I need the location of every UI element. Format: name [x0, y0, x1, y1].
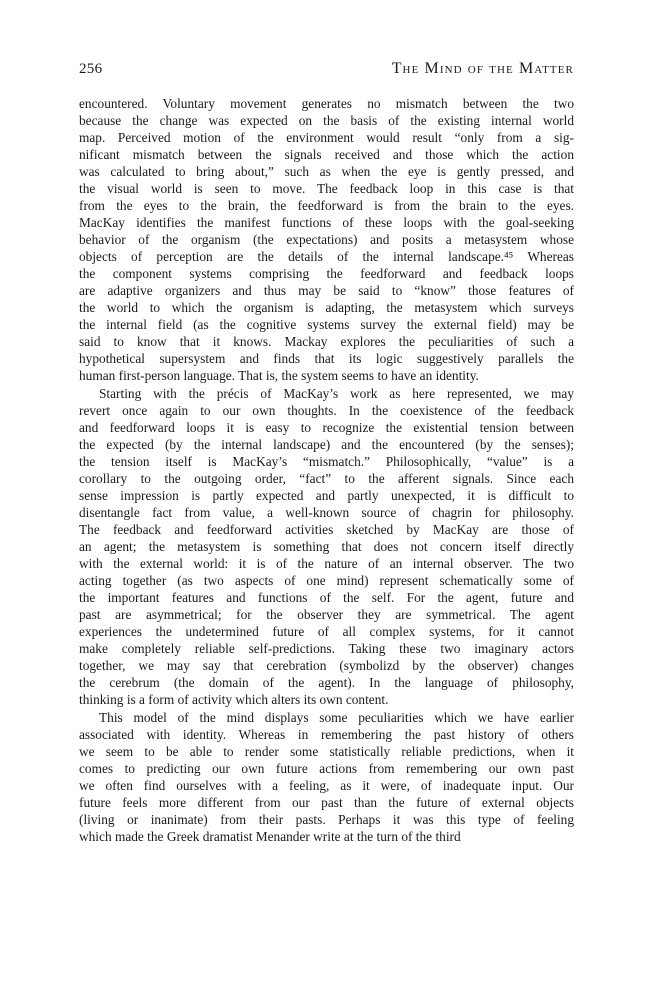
text-line: objects of perception are the details of the internal landscape.⁴⁵ Whereas: [79, 249, 574, 264]
text-line: the world to which the organism is adapting, the metasystem which surveys: [79, 300, 574, 315]
text-line: from the eyes to the brain, the feedforward is from the brain to the eyes.: [79, 198, 574, 213]
text-line: with the external world: it is of the nature of an internal observer. The two: [79, 556, 574, 571]
text-line: The feedback and feedforward activities sketched by MacKay are those of: [79, 522, 574, 537]
body-text: [79, 95, 574, 845]
paragraph: [79, 385, 574, 708]
text-line: MacKay identifies the manifest functions of these loops with the goal-seeking: [79, 215, 574, 230]
text-line: the cerebrum (the domain of the agent). In the language of philosophy,: [79, 675, 574, 690]
text-line: we seem to be able to render some statistically reliable predictions, when it: [79, 744, 574, 759]
text-line: human first-person language. That is, the system seems to have an identity.: [79, 368, 479, 383]
text-line: Starting with the précis of MacKay’s work as here represented, we may: [99, 386, 574, 401]
text-line: experiences the undetermined future of all complex systems, for it cannot: [79, 624, 574, 639]
text-line: thinking is a form of activity which alters its own content.: [79, 692, 389, 707]
text-line: are adaptive organizers and thus may be said to “know” those features of: [79, 283, 574, 298]
text-line: corollary to the outgoing order, “fact” to the afferent signals. Since each: [79, 471, 574, 486]
text-line: and feedforward loops it is easy to recognize the existential tension between: [79, 420, 574, 435]
text-line: revert once again to our own thoughts. In the coexistence of the feedback: [79, 403, 574, 418]
text-line: encountered. Voluntary movement generates no mismatch between the two: [79, 96, 574, 111]
text-line: the important features and functions of the self. For the agent, future and: [79, 590, 574, 605]
text-line: future feels more different from our past than the future of external objects: [79, 795, 574, 810]
text-line: make completely reliable self-predictions. Taking these two imaginary actors: [79, 641, 574, 656]
text-line: past are asymmetrical; for the observer they are symmetrical. The agent: [79, 607, 574, 622]
text-line: which made the Greek dramatist Menander write at the turn of the third: [79, 829, 461, 844]
text-line: because the change was expected on the basis of the existing internal world: [79, 113, 574, 128]
text-line: sense impression is partly expected and partly unexpected, it is difficult to: [79, 488, 574, 503]
text-line: the component systems comprising the feedforward and feedback loops: [79, 266, 574, 281]
text-line: nificant mismatch between the signals received and those which the action: [79, 147, 574, 162]
text-line: the tension itself is MacKay’s “mismatch.” Philosophically, “value” is a: [79, 454, 574, 469]
text-line: behavior of the organism (the expectations) and posits a metasystem whose: [79, 232, 574, 247]
text-line: map. Perceived motion of the environment would result “only from a sig-: [79, 130, 574, 145]
text-line: the expected (by the internal landscape) and the encountered (by the senses);: [79, 437, 574, 452]
text-line: together, we may say that cerebration (symbolizd by the observer) changes: [79, 658, 574, 673]
running-head: The Mind of the Matter: [391, 60, 574, 77]
text-line: said to know that it knows. Mackay explores the peculiarities of such a: [79, 334, 574, 349]
text-line: (living or inanimate) from their pasts. Perhaps it was this type of feeling: [79, 812, 574, 827]
page-header: [79, 60, 574, 84]
text-line: an agent; the metasystem is something that does not concern itself directly: [79, 539, 574, 554]
page-number: 256: [79, 61, 103, 77]
text-line: associated with identity. Whereas in remembering the past history of others: [79, 727, 574, 742]
text-line: This model of the mind displays some peculiarities which we have earlier: [99, 710, 574, 725]
text-line: disentangle fact from value, a well-known source of chagrin for philosophy.: [79, 505, 574, 520]
text-line: we often find ourselves with a feeling, as it were, of inadequate input. Our: [79, 778, 574, 793]
paragraph: [79, 95, 574, 384]
text-line: acting together (as two aspects of one mind) represent schematically some of: [79, 573, 574, 588]
text-line: comes to predicting our own future actions from remembering our own past: [79, 761, 574, 776]
paragraph: [79, 709, 574, 845]
text-line: was calculated to bring about,” such as when the eye is gently pressed, and: [79, 164, 574, 179]
text-line: the internal field (as the cognitive systems survey the external field) may be: [79, 317, 574, 332]
text-line: the visual world is seen to move. The feedback loop in this case is that: [79, 181, 574, 196]
text-line: hypothetical supersystem and finds that its logic suggestively parallels the: [79, 351, 574, 366]
